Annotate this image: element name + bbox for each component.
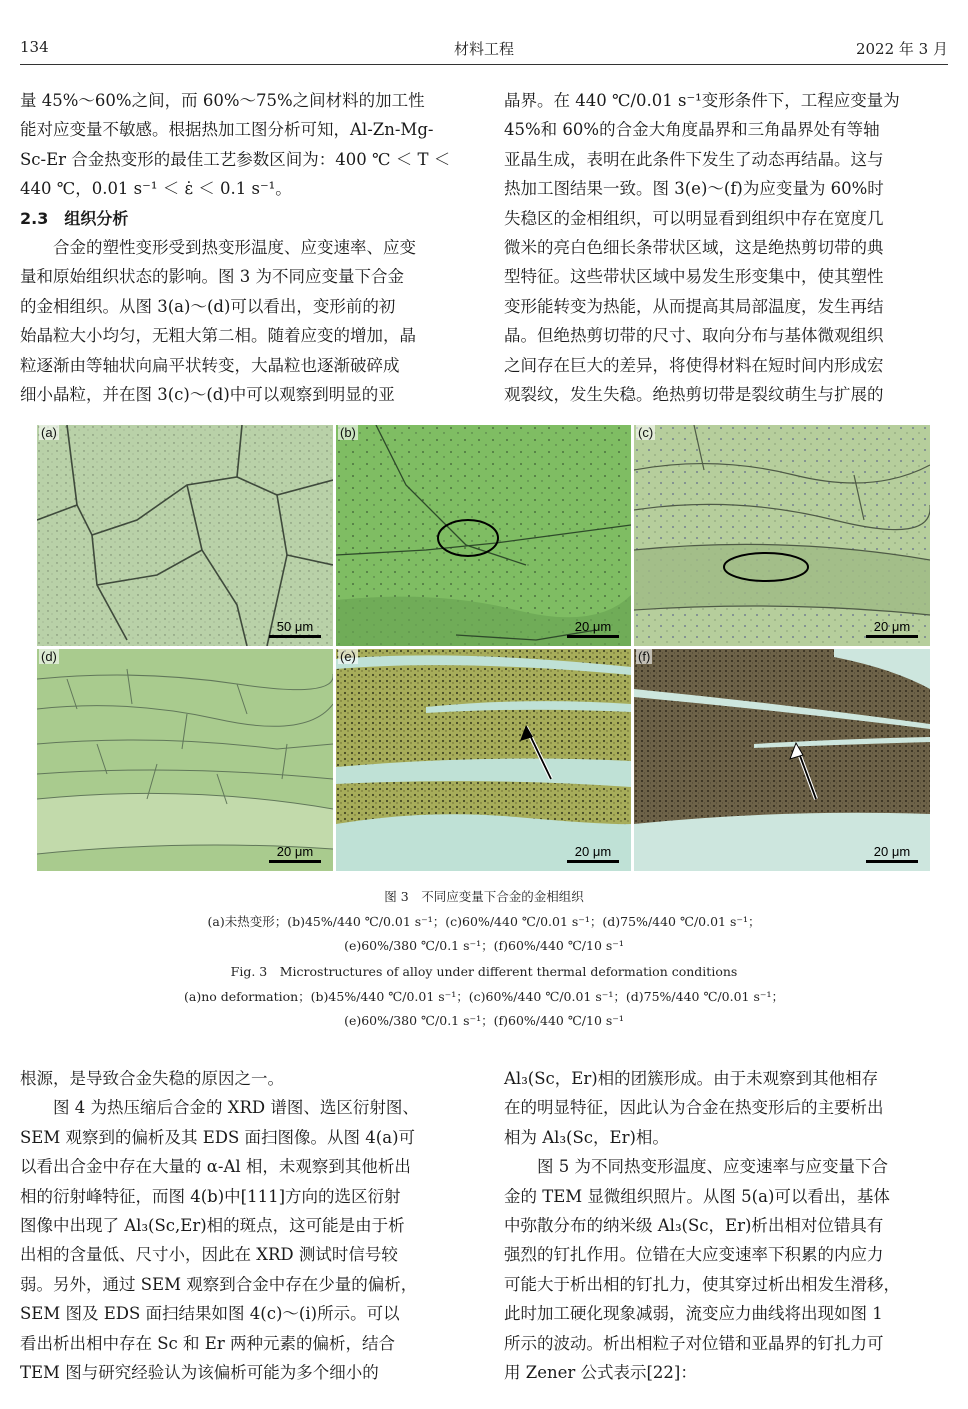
- text-line: 根源，是导致合金失稳的原因之一。: [20, 1069, 284, 1088]
- micrograph-panel-b: [336, 425, 631, 646]
- figure-caption-cn-line2: (a)未热变形；(b)45%/440 ℃/0.01 s⁻¹；(c)60%/440 ℃/0.01 s⁻¹；(d)75%/440 ℃/0.01 s⁻¹；: [207, 914, 761, 929]
- text-line: 相的衍射峰特征，而图 4(b)中[111]方向的选区衍射: [20, 1186, 401, 1206]
- text-line: 图像中出现了 Al₃(Sc,Er)相的斑点，这可能是由于析: [20, 1216, 405, 1236]
- scale-bar-label: 20 μm: [276, 844, 314, 859]
- micrograph-b-image: [336, 425, 631, 646]
- figure-caption-en-line3: (e)60%/380 ℃/0.1 s⁻¹；(f)60%/440 ℃/10 s⁻¹: [344, 1013, 624, 1028]
- figure-3-micrographs: [37, 425, 930, 871]
- text-line: 强烈的钉扎作用。位错在大应变速率下积累的内应力: [504, 1245, 884, 1265]
- micrograph-panel-f: [634, 649, 930, 871]
- text-line: 的金相组织。从图 3(a)～(d)可以看出，变形前的初: [20, 296, 396, 316]
- text-line: 所示的波动。析出相粒子对位错和亚晶界的钉扎力可: [504, 1333, 884, 1353]
- text-line: 在的明显特征，因此认为合金在热变形后的主要析出: [504, 1098, 884, 1118]
- text-line: 可能大于析出相的钉扎力，使其穿过析出相发生滑移，: [504, 1274, 900, 1294]
- scale-bar: [866, 619, 918, 638]
- panel-label: (c): [638, 425, 654, 440]
- text-line: SEM 图及 EDS 面扫结果如图 4(c)～(i)所示。可以: [20, 1304, 400, 1324]
- panel-label: (a): [41, 425, 57, 440]
- text-line: 看出析出相中存在 Sc 和 Er 两种元素的偏析，结合: [20, 1333, 395, 1353]
- scale-bar-label: 20 μm: [574, 619, 612, 634]
- micrograph-panel-a: [37, 425, 333, 646]
- text-line: Sc-Er 合金热变形的最佳工艺参数区间为：400 ℃ ＜ T ＜: [20, 149, 451, 169]
- text-line: 失稳区的金相组织，可以明显看到组织中存在宽度几: [504, 208, 884, 228]
- figure-caption-cn-line3: (e)60%/380 ℃/0.1 s⁻¹；(f)60%/440 ℃/10 s⁻¹: [344, 938, 624, 953]
- panel-label: (f): [638, 649, 651, 664]
- micrograph-c-image: [634, 425, 930, 646]
- micrograph-f-image: [634, 649, 930, 871]
- text-line: 440 ℃，0.01 s⁻¹ ＜ ε̇ ＜ 0.1 s⁻¹。: [20, 179, 292, 199]
- text-line: SEM 观察到的偏析及其 EDS 面扫图像。从图 4(a)可: [20, 1127, 416, 1147]
- text-line: 细小晶粒，并在图 3(c)～(d)中可以观察到明显的亚: [20, 385, 395, 405]
- text-line: 亚晶生成，表明在此条件下发生了动态再结晶。这与: [504, 149, 884, 169]
- scale-bar: [567, 619, 619, 638]
- top-right-column: [504, 86, 948, 409]
- micrograph-panel-e: [336, 649, 631, 871]
- text-line: 观裂纹，发生失稳。绝热剪切带是裂纹萌生与扩展的: [504, 385, 884, 405]
- micrograph-d-image: [37, 649, 333, 871]
- text-line: 粒逐渐由等轴状向扁平状转变，大晶粒也逐渐破碎成: [20, 355, 400, 375]
- text-line: 金的 TEM 显微组织照片。从图 5(a)可以看出，基体: [504, 1186, 890, 1206]
- text-line: 变形能转变为热能，从而提高其局部温度，发生再结: [504, 296, 884, 316]
- micrograph-e-image: [336, 649, 631, 871]
- top-left-column: [20, 86, 464, 409]
- scale-bar-label: 50 μm: [276, 619, 314, 634]
- text-line: 微米的亮白色细长条带状区域，这是绝热剪切带的典: [504, 238, 884, 258]
- issue-date: 2022 年 3 月: [855, 40, 948, 58]
- micrograph-panel-c: [634, 425, 930, 646]
- figure-caption-en: Fig. 3 Microstructures of alloy under different thermal deformation conditions: [230, 964, 738, 979]
- text-line: 之间存在巨大的差异，将使得材料在短时间内形成宏: [504, 355, 884, 375]
- text-line: Al₃(Sc，Er)相的团簇形成。由于未观察到其他相存: [504, 1069, 879, 1088]
- figure-caption-cn: 图 3 不同应变量下合金的金相组织: [384, 889, 584, 904]
- header-rule: [20, 64, 948, 65]
- text-line: 此时加工硬化现象减弱，流变应力曲线将出现如图 1: [504, 1304, 883, 1324]
- journal-name: 材料工程: [453, 40, 514, 58]
- panel-label: (d): [41, 649, 57, 664]
- panel-label: (b): [340, 425, 356, 440]
- bottom-right-column: [504, 1064, 948, 1387]
- text-line: 以看出合金中存在大量的 α-Al 相，未观察到其他析出: [20, 1157, 411, 1177]
- scale-bar: [866, 844, 918, 863]
- scale-bar-label: 20 μm: [873, 844, 911, 859]
- text-line: 弱。另外，通过 SEM 观察到合金中存在少量的偏析，: [20, 1274, 418, 1294]
- scale-bar-label: 20 μm: [873, 619, 911, 634]
- text-line: 中弥散分布的纳米级 Al₃(Sc，Er)析出相对位错具有: [504, 1216, 884, 1236]
- text-line: 始晶粒大小均匀，无粗大第二相。随着应变的增加，晶: [20, 326, 416, 346]
- text-line: 晶。但绝热剪切带的尺寸、取向分布与基体微观组织: [504, 326, 884, 346]
- text-line: 量 45%～60%之间，而 60%～75%之间材料的加工性: [20, 91, 425, 110]
- panel-label: (e): [340, 649, 356, 664]
- text-line: 晶界。在 440 ℃/0.01 s⁻¹变形条件下，工程应变量为: [504, 91, 900, 110]
- figure-caption-en-line2: (a)no deformation；(b)45%/440 ℃/0.01 s⁻¹；(c)60%/440 ℃/0.01 s⁻¹；(d)75%/440 ℃/0.01 s⁻¹；: [183, 989, 784, 1004]
- text-line: 能对应变量不敏感。根据热加工图分析可知，Al-Zn-Mg-: [20, 120, 434, 140]
- section-heading: 2.3 组织分析: [20, 208, 129, 228]
- text-line: 图 4 为热压缩后合金的 XRD 谱图、选区衍射图、: [53, 1098, 419, 1118]
- text-line: 图 5 为不同热变形温度、应变速率与应变量下合: [537, 1157, 888, 1177]
- scale-bar: [269, 844, 321, 863]
- micrograph-panel-d: [37, 649, 333, 871]
- text-line: 45%和 60%的合金大角度晶界和三角晶界处有等轴: [504, 120, 880, 140]
- scale-bar: [567, 844, 619, 863]
- scale-bar: [269, 619, 321, 638]
- text-line: 出相的含量低、尺寸小，因此在 XRD 测试时信号较: [20, 1245, 398, 1265]
- page-number: 134: [20, 38, 49, 56]
- text-line: 热加工图结果一致。图 3(e)～(f)为应变量为 60%时: [504, 179, 884, 199]
- bottom-left-column: [20, 1064, 464, 1387]
- text-line: 用 Zener 公式表示[22]：: [504, 1363, 697, 1383]
- micrograph-a-image: [37, 425, 333, 646]
- text-line: 合金的塑性变形受到热变形温度、应变速率、应变: [53, 238, 416, 258]
- text-line: TEM 图与研究经验认为该偏析可能为多个细小的: [20, 1363, 379, 1383]
- text-line: 量和原始组织状态的影响。图 3 为不同应变量下合金: [20, 267, 404, 287]
- text-line: 型特征。这些带状区域中易发生形变集中，使其塑性: [504, 267, 884, 287]
- scale-bar-label: 20 μm: [574, 844, 612, 859]
- text-line: 相为 Al₃(Sc，Er)相。: [504, 1127, 669, 1147]
